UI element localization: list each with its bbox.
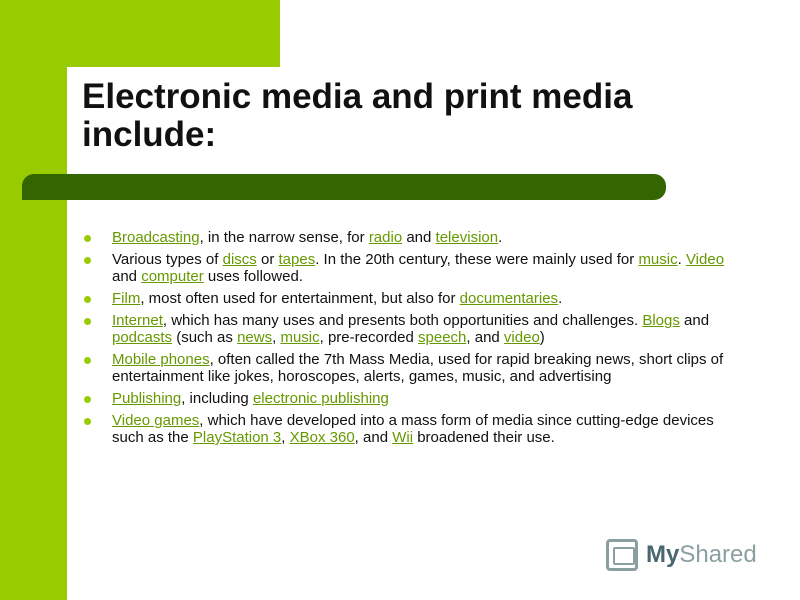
hyperlink-internet[interactable]: Internet bbox=[112, 312, 163, 329]
bullet-text: , bbox=[272, 329, 281, 346]
bullet-item bbox=[84, 251, 744, 285]
bullet-item bbox=[84, 290, 744, 307]
bullet-text: , bbox=[281, 429, 290, 446]
decorative-green-left-band bbox=[0, 0, 67, 600]
bullet-item bbox=[84, 312, 744, 346]
hyperlink-electronic-publishing[interactable]: electronic publishing bbox=[252, 390, 389, 407]
bullet-text: and bbox=[402, 229, 436, 246]
bullet-text: ) bbox=[539, 329, 545, 346]
bullet-text: , which have developed into a mass form of media since cutting-edge devices such as the bbox=[112, 412, 714, 446]
hyperlink-discs[interactable]: discs bbox=[222, 251, 257, 268]
hyperlink-broadcasting[interactable]: Broadcasting bbox=[112, 229, 200, 246]
hyperlink-xbox-360[interactable]: XBox 360 bbox=[289, 429, 355, 446]
bullet-text: and bbox=[112, 268, 142, 285]
bullet-text: , and bbox=[354, 429, 393, 446]
hyperlink-speech[interactable]: speech bbox=[418, 329, 467, 346]
hyperlink-playstation-3[interactable]: PlayStation 3 bbox=[192, 429, 282, 446]
hyperlink-podcasts[interactable]: podcasts bbox=[112, 329, 173, 346]
bullet-text: . bbox=[677, 251, 686, 268]
bullet-text: (such as bbox=[172, 329, 238, 346]
bullet-text: . In the 20th century, these were mainly used for bbox=[315, 251, 639, 268]
hyperlink-video[interactable]: Video bbox=[685, 251, 725, 268]
hyperlink-tapes[interactable]: tapes bbox=[278, 251, 316, 268]
title-divider-bar bbox=[22, 174, 666, 200]
hyperlink-video-games[interactable]: Video games bbox=[112, 412, 200, 429]
bullet-text: Various types of bbox=[112, 251, 223, 268]
bullet-text: , including bbox=[181, 390, 253, 407]
bullet-text: , often called the 7th Mass Media, used for rapid breaking news, short clips of entertainment like jokes, horoscopes, alerts, games, music, and advertising bbox=[112, 351, 724, 385]
hyperlink-news[interactable]: news bbox=[237, 329, 273, 346]
bullet-text: , pre-recorded bbox=[319, 329, 419, 346]
bullet-text: , in the narrow sense, for bbox=[199, 229, 369, 246]
bullet-text: . bbox=[498, 229, 503, 246]
bullet-text: uses followed. bbox=[203, 268, 303, 285]
hyperlink-mobile-phones[interactable]: Mobile phones bbox=[112, 351, 210, 368]
projector-screen-icon bbox=[606, 539, 638, 571]
hyperlink-computer[interactable]: computer bbox=[141, 268, 204, 285]
bullet-item bbox=[84, 390, 744, 407]
bullet-text: broadened their use. bbox=[413, 429, 555, 446]
bullet-item bbox=[84, 412, 744, 446]
hyperlink-documentaries[interactable]: documentaries bbox=[459, 290, 559, 307]
hyperlink-music[interactable]: music bbox=[280, 329, 320, 346]
hyperlink-music[interactable]: music bbox=[638, 251, 678, 268]
hyperlink-radio[interactable]: radio bbox=[368, 229, 403, 246]
title-divider-bar-tail bbox=[22, 187, 54, 200]
hyperlink-television[interactable]: television bbox=[435, 229, 499, 246]
hyperlink-film[interactable]: Film bbox=[112, 290, 141, 307]
bullet-item bbox=[84, 229, 744, 246]
bullet-text: , most often used for entertainment, but also for bbox=[140, 290, 460, 307]
hyperlink-blogs[interactable]: Blogs bbox=[642, 312, 680, 329]
bullet-text: , and bbox=[466, 329, 504, 346]
bullet-text: , which has many uses and presents both opportunities and challenges. bbox=[162, 312, 643, 329]
bullet-text: or bbox=[256, 251, 279, 268]
hyperlink-video[interactable]: video bbox=[503, 329, 540, 346]
hyperlink-wii[interactable]: Wii bbox=[392, 429, 414, 446]
bullet-list bbox=[84, 229, 744, 451]
watermark-text: MyShared bbox=[646, 541, 757, 568]
bullet-text: . bbox=[558, 290, 563, 307]
slide-title: Electronic media and print media include: bbox=[82, 77, 633, 154]
bullet-text: and bbox=[679, 312, 710, 329]
bullet-item bbox=[84, 351, 744, 385]
myshared-watermark bbox=[606, 537, 776, 573]
hyperlink-publishing[interactable]: Publishing bbox=[112, 390, 182, 407]
